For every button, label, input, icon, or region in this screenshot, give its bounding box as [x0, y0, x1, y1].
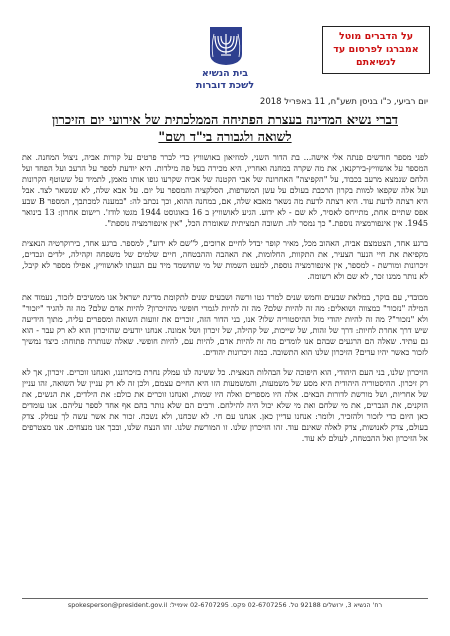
- embargo-line-3: לנשיאתם: [355, 57, 397, 68]
- headline-line-2: לשואה ולגבורה בי"ד ושם": [158, 130, 292, 145]
- release-date: יום רביעי, כ"ו בניסן תשע"ח, 11 באפריל 2018: [259, 97, 428, 107]
- embargo-line-1: על הדברים מוטל: [338, 31, 414, 42]
- office-line-2: לשכת דוברות: [195, 80, 255, 91]
- office-line-1: בית הנשיא: [201, 68, 249, 79]
- contact-footer: רח' הנשיא 3, ירושלים 92188 טל. 02-6707256 פקס. 02-6707295 אימייל: spokesperson@president.gov.il: [67, 601, 383, 609]
- body-paragraph-1: לפני מספר חודשים פנתה אלי אישה... בת הדור השני, למוזיאון באושוויץ כדי לברר פרטים על קורות אביה, ניצול המחנה. את המספר על אושוויץ-בירקנאו, את מה שקרה במחנה ואחריו, היא מכירה בעל פה מילדות. היא יודעת לספר על הרעב ועל הפחד ועל הלחם שנמצא מרעב בכבוד, על "הקפיצה" האחרונה של אבי הקטנה של אביה שקרעו גופו אותו מאמן, לתמיד על ששוטף הקרונות ועל אלה שקפאו למוות בקרון הרכבת בעולם על עשן המשרפות, הסלקציה והמספר על יום. על אבא שלה, לא שנשאר לצד. אבל היא רצתה לדעת עוד. היא רצתה לדעת מה נשאר מאבא שלה, אם, במחנה ההוא, וכך נכתב לה: "במענה למכתבך, המספר B שבע אפס שתיים אחת, מתייחס לאסיר, לא שם - לא ידוע. הגיע לאושוויץ ב 16 באוגוסט 1944 מגטו לודז'. רישום אחרון: 13 בינואר 1945. אין אינפורמציה נוספת." כך נמסר לה. תשובה תמציתית שאומרת הכל, "אין אינפורמציה נוספת".: [22, 153, 429, 229]
- headline-line-1: דברי נשיא המדינה בעצרת הפתיחה הממלכתית של אירועי יום הזיכרון: [52, 113, 398, 128]
- body-paragraph-4: הזיכרון שלנו, בני העם היהודי, הוא היפוכה של הבהלות הנאצית. כל ששינה לנו עמלק נחרת בזיכרוננו, ואנחנו זוכרים. זיכרון, אך לא רק זיכרון. ההיסטוריה היהודית היא מסע של משמעות, והמשמעות הזו היא החיים עצמם, ולכן זה לא רק עניין של השואה, זהו עניין של אחריות, ושל מורשת לדורות הבאים. אלה היו מספרים ואלה היו שמות, ואנחנו זוכרים את כולם: את הילדים, את הנשים, את הזקנים, את הגברים, את מי שלחם ואת מי שלא יכול היה להילחם. ורבים הם שלא נותר בהם אף אחד לספר עליהם. אנו עומדים כאן היום כדי לזכור ולהזכיר, ולומר: אנחנו עדיין כאן. אנחנו עם חי. לא שכחנו, ולא נשכח. זכור את אשר עשה לך עמלק. צדק בעולם, צדק לאנושות, צדק לאלה שאינם עוד. זהו הזיכרון שלנו. זו המורשת שלנו. זהו הנצח שלנו, ובכך אנו מנצחים. אנו מצטרפים אל הזיכרון ואל ההבטחה, לעולם לא עוד.: [22, 367, 428, 444]
- state-emblem-icon: [206, 24, 246, 66]
- embargo-notice-box: [322, 26, 430, 74]
- body-paragraph-3: מכובדי, עם בוקר, במלאת שבעים וחמש שנים למרד גטו ורשה ושבעים שנים לתקומת מדינת ישראל אנו ממשיכים לזכור, נעמוד את המילה "נזכור" כמצווה ושואלים: מה זה להיות שלם? מה זה להיות לגמרי חופשי מהזיכרון? להיות אדם שלם? מה זה להגיד "יזכור" ולא "נזכור"? מה זה להיות יהודי מול ההיסטוריה שלו? אנו, בני הדור הזה, זוכרים את זוועות השואה ומספרים עליה, מתוך הידיעה שיש דרך אחרת לחיות: דרך של זהות, של שייכות, של קהילה, של זיכרון ושל אמונה. אנחנו יודעים שהזיכרון הוא לא רק עבר - הוא גם עתיד. שאלה הם הרגעים שבהם אנו לומדים מה זה להיות אדם, להיות עם, להיות חופשי. שאלה שנותרה פתוחה: כיצד נמשיך לזכור כאשר יהיו עדים? הזיכרון שלנו הוא התשובה. כמה זיכרונות יהודים.: [22, 292, 428, 357]
- footer-divider: [22, 598, 428, 599]
- body-paragraph-2: ברגע אחד, הצטמצם אביה, האהוב מכל, מאיר קופר יבדל לחיים ארוכים, ל"שם לא ידוע", למספר. ברגע אחד, בירוקרטיה הנאצית מקפיאת את חיי הנער הצעיר, את התקוות, החלומות, את האהבה וההבטחה, חיים שלמים של משפחה וקהילה, ילדים ונכדים, זיכרונות ומורשת - למספר, אין אינפורמציה נוספת, למעט השמות של מי שהושמד מיד עם הגעתו לאושוויץ, אפילו מספר לא קיבל, לא נותר ממנו זכר, לא שם ולא רשומה.: [22, 239, 428, 282]
- speech-headline: [22, 112, 428, 146]
- speech-body: [22, 152, 428, 453]
- embargo-line-2: אמברגו לפרסום עד: [333, 44, 419, 55]
- office-name: [150, 68, 300, 92]
